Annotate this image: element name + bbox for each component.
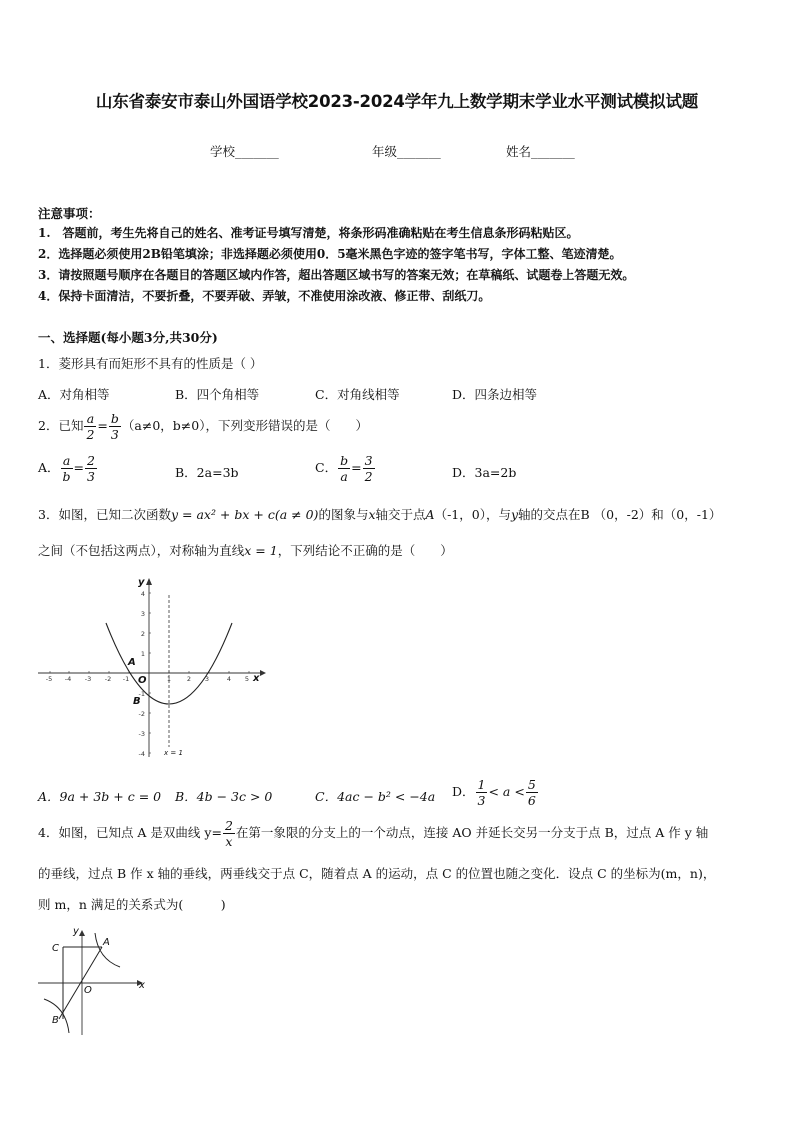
q3-line1-b: 的图象与 (318, 507, 369, 522)
q4-line1-b: 在第一象限的分支上的一个动点，连接 AO 并延长交另一分支于点 B，过点 A 作 y 轴 (235, 825, 709, 840)
q1-option-d: D．四条边相等 (452, 387, 538, 402)
q3-graph (38, 575, 266, 765)
q2-option-c-eq: = (351, 460, 362, 475)
q2-option-a-den: b (62, 469, 71, 484)
q2-option-c (315, 453, 376, 484)
q2-frac1-den: 2 (86, 427, 95, 442)
q4-line-1 (38, 818, 708, 849)
q3-option-d-rden: 6 (527, 793, 536, 808)
q2-equals: = (97, 418, 108, 433)
note-item-1: 1. 答题前，考生先将自己的姓名、准考证号填写清楚，将条形码准确粘贴在考生信息条形码粘贴区。 (38, 226, 579, 240)
q2-option-b: B．2a=3b (175, 465, 239, 480)
school-field: 学校_______ (210, 144, 279, 159)
q3-option-d-left-frac (476, 777, 488, 808)
note-item-2: 2．选择题必须使用2B铅笔填涂；非选择题必须使用0．5毫米黑色字迹的签字笔书写，字体工整、笔迹清楚。 (38, 247, 622, 261)
q2-option-c-rhs (363, 453, 375, 484)
q3-line1-d: （-1，0），与 (434, 507, 511, 522)
q3-line2-b: ，下列结论不正确的是（ ） (277, 543, 453, 558)
q2-stem (38, 411, 368, 442)
q4-line-3: 则 m，n 满足的关系式为( ) (38, 897, 226, 912)
y-tick-label: 3 (140, 610, 145, 618)
x-tick-label: 3 (204, 675, 210, 683)
q2-option-c-den: a (340, 469, 348, 484)
y-tick-label: 4 (140, 590, 145, 598)
x-axis-label: x (139, 980, 145, 991)
q3-function: y = ax² + bx + c(a ≠ 0) (170, 507, 319, 522)
x-axis-arrow-icon (260, 670, 266, 676)
q2-frac-1 (84, 411, 96, 442)
q2-option-c-frac (338, 453, 350, 484)
point-b-label: B (133, 696, 141, 707)
q2-option-c-rhs-num: 3 (364, 453, 373, 468)
note-item-4: 4．保持卡面清洁，不要折叠，不要弄破、弄皱，不准使用涂改液、修正带、刮纸刀。 (38, 289, 491, 303)
q2-frac2-num: b (110, 411, 119, 426)
q2-option-a-rhs-num: 2 (87, 453, 95, 468)
q3-x-var: x (368, 507, 376, 522)
y-tick-label: -2 (138, 710, 145, 718)
q3-option-d-lden: 3 (477, 793, 486, 808)
symmetry-axis-label: x = 1 (164, 749, 183, 757)
q1-option-a: A．对角相等 (38, 387, 110, 402)
notes-heading: 注意事项： (38, 206, 101, 221)
point-a-label: A (103, 937, 110, 948)
q1-stem: 1．菱形具有而矩形不具有的性质是（ ） (38, 356, 263, 371)
q2-option-d: D．3a=2b (452, 465, 517, 480)
q3-line1-a: 3．如图，已知二次函数 (38, 507, 171, 522)
q2-option-a-rhs-den: 3 (87, 469, 95, 484)
q4-frac-num: 2 (224, 818, 233, 833)
q1-option-c: C．对角线相等 (315, 387, 400, 402)
q3-line2-a: 之间（不包括这两点），对称轴为直线 (38, 543, 245, 558)
q4-line1-a: 4．如图，已知点 A 是双曲线 y= (38, 825, 222, 840)
y-tick-label: -1 (138, 690, 145, 698)
q3-option-d-rnum: 5 (527, 777, 536, 792)
q3-option-d-mid: < a < (488, 784, 525, 799)
y-tick-label: 2 (140, 630, 145, 638)
q2-frac1-num: a (84, 411, 96, 427)
q3-y-var: y (510, 507, 519, 522)
y-axis-arrow-icon (146, 578, 152, 585)
q3-line1-c: 轴交于点 (375, 507, 426, 522)
q3-line-1 (38, 505, 721, 523)
q2-option-a-eq: = (73, 460, 85, 475)
page-title: 山东省泰安市泰山外国语学校2023-2024学年九上数学期末学业水平测试模拟试题 (95, 92, 699, 111)
q2-prefix: 2．已知 (38, 418, 84, 433)
y-axis-label: y (138, 577, 145, 588)
q2-option-a-frac (61, 453, 73, 484)
q2-option-c-num: b (340, 453, 349, 468)
q2-option-c-label: C． (315, 460, 338, 475)
x-tick-label: 2 (186, 675, 192, 683)
q2-option-a-num: a (61, 453, 73, 469)
q3-option-c: C．4ac − b² < −4a (315, 789, 436, 804)
point-b-label: B (52, 1015, 59, 1026)
x-tick-label: -3 (84, 675, 92, 683)
point-a-label: A (128, 657, 136, 668)
q4-graph (38, 925, 150, 1040)
x-tick-label: 4 (226, 675, 232, 683)
q3-option-d-label: D． (452, 784, 475, 799)
x-tick-label: -2 (104, 675, 112, 683)
y-tick-label: -3 (138, 730, 145, 738)
q2-frac-2 (109, 411, 121, 442)
x-tick-label: -1 (122, 675, 130, 683)
x-tick-label: 1 (166, 675, 172, 683)
q3-line-2 (38, 541, 453, 559)
q3-option-d-right-frac (526, 777, 538, 808)
y-tick-label: -4 (138, 750, 145, 758)
x-tick-label: -4 (64, 675, 72, 683)
y-axis-arrow-icon (79, 930, 85, 936)
q3-option-d (452, 777, 539, 808)
q3-point-a: A (425, 507, 435, 522)
q3-option-a: A．9a + 3b + c = 0 (38, 789, 162, 804)
q1-option-b: B．四个角相等 (175, 387, 260, 402)
q4-line-2: 的垂线，过点 B 作 x 轴的垂线，两垂线交于点 C，随着点 A 的运动，点 C 的位置也随之变化．设点 C 的坐标为(m，n)， (38, 866, 716, 881)
q2-option-a-rhs (85, 453, 97, 484)
section-title: 一、选择题(每小题3分,共30分) (38, 330, 218, 345)
q3-option-b: B．4b − 3c > 0 (175, 789, 273, 804)
q3-line1-e: 轴的交点在B （0，-2）和（0，-1） (518, 507, 722, 522)
q4-frac (223, 818, 235, 849)
y-axis-label: y (73, 926, 79, 937)
y-tick-label: 1 (140, 650, 145, 658)
q2-suffix: （a≠0，b≠0），下列变形错误的是（ ） (121, 418, 368, 433)
q4-frac-den: x (225, 834, 233, 849)
q3-axis-eq: x = 1 (244, 543, 278, 558)
x-axis-label: x (253, 673, 260, 684)
q2-option-a (38, 453, 98, 484)
name-field: 姓名_______ (506, 144, 575, 159)
point-c-label: C (52, 943, 59, 954)
q2-frac2-den: 3 (110, 427, 119, 442)
origin-label: O (84, 985, 92, 996)
note-item-3: 3．请按照题号顺序在各题目的答题区域内作答，超出答题区域书写的答案无效；在草稿纸、试题卷上答题无效。 (38, 268, 635, 282)
grade-field: 年级_______ (372, 144, 441, 159)
x-tick-label: 5 (244, 675, 250, 683)
x-tick-label: -5 (45, 675, 53, 683)
origin-label: O (138, 675, 147, 686)
q2-option-a-label: A． (38, 460, 60, 475)
q2-option-c-rhs-den: 2 (364, 469, 373, 484)
q3-option-d-lnum: 1 (477, 777, 486, 792)
